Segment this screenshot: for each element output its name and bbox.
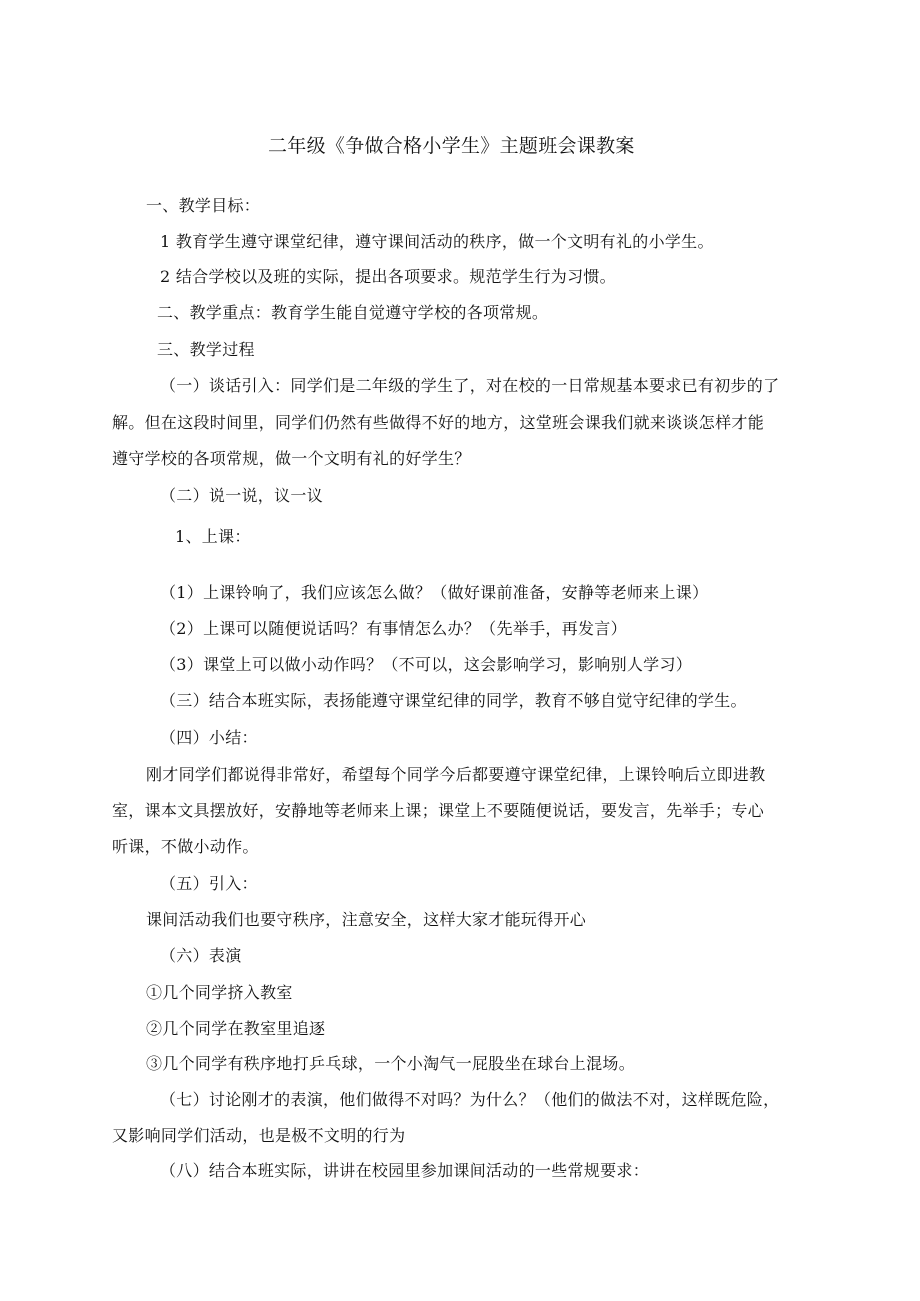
subsection-summary: （四）小结： [160,728,258,747]
section-heading-objectives: 一、教学目标： [146,196,261,215]
summary-line-1: 刚才同学们都说得非常好，希望每个同学今后都要遵守课堂纪律，上课铃响后立即进教 [146,765,766,784]
section-heading-key-points: 二、教学重点：教育学生能自觉遵守学校的各项常规。 [157,303,549,322]
discussion-line-1: （七）讨论刚才的表演，他们做得不对吗？为什么？（他们的做法不对，这样既危险， [160,1090,780,1109]
paragraph-intro-line-3: 遵守学校的各项常规，做一个文明有礼的好学生？ [112,449,471,468]
section-heading-process: 三、教学过程 [157,340,255,359]
paragraph-intro-line-1: （一）谈话引入：同学们是二年级的学生了，对在校的一日常规基本要求已有初步的了 [160,376,780,395]
subsection-discuss: （二）说一说，议一议 [160,486,324,505]
subsection-performance: （六）表演 [160,946,242,965]
subsection-rules: （八）结合本班实际，讲讲在校园里参加课间活动的一些常规要求： [160,1161,650,1180]
subsection-praise: （三）结合本班实际，表扬能遵守课堂纪律的同学，教育不够自觉守纪律的学生。 [160,691,747,710]
document-title: 二年级《争做合格小学生》主题班会课教案 [268,135,635,157]
question-1: （1）上课铃响了，我们应该怎么做？（做好课前准备，安静等老师来上课） [160,583,709,602]
question-2: （2）上课可以随便说话吗？有事情怎么办？（先举手，再发言） [160,619,627,638]
summary-line-3: 听课，不做小动作。 [112,837,259,856]
paragraph-intro-line-2: 解。但在这段时间里，同学们仍然有些做得不好的地方，这堂班会课我们就来谈谈怎样才能 [112,413,765,432]
objective-2: 2 结合学校以及班的实际，提出各项要求。规范学生行为习惯。 [160,267,616,286]
discussion-line-2: 又影响同学们活动，也是极不文明的行为 [112,1126,406,1145]
item-class-time: 1、上课： [175,527,251,546]
performance-item-1: ①几个同学挤入教室 [146,983,293,1002]
summary-line-2: 室，课本文具摆放好，安静地等老师来上课；课堂上不要随便说话，要发言，先举手；专心 [112,801,765,820]
performance-item-2: ②几个同学在教室里追逐 [146,1019,326,1038]
recess-paragraph: 课间活动我们也要守秩序，注意安全，这样大家才能玩得开心 [146,910,587,929]
performance-item-3: ③几个同学有秩序地打乒乓球，一个小淘气一屁股坐在球台上混场。 [146,1054,636,1073]
subsection-introduce: （五）引入： [160,874,258,893]
question-3: （3）课堂上可以做小动作吗？（不可以，这会影响学习，影响别人学习） [160,655,693,674]
objective-1: 1 教育学生遵守课堂纪律，遵守课间活动的秩序，做一个文明有礼的小学生。 [160,232,714,251]
